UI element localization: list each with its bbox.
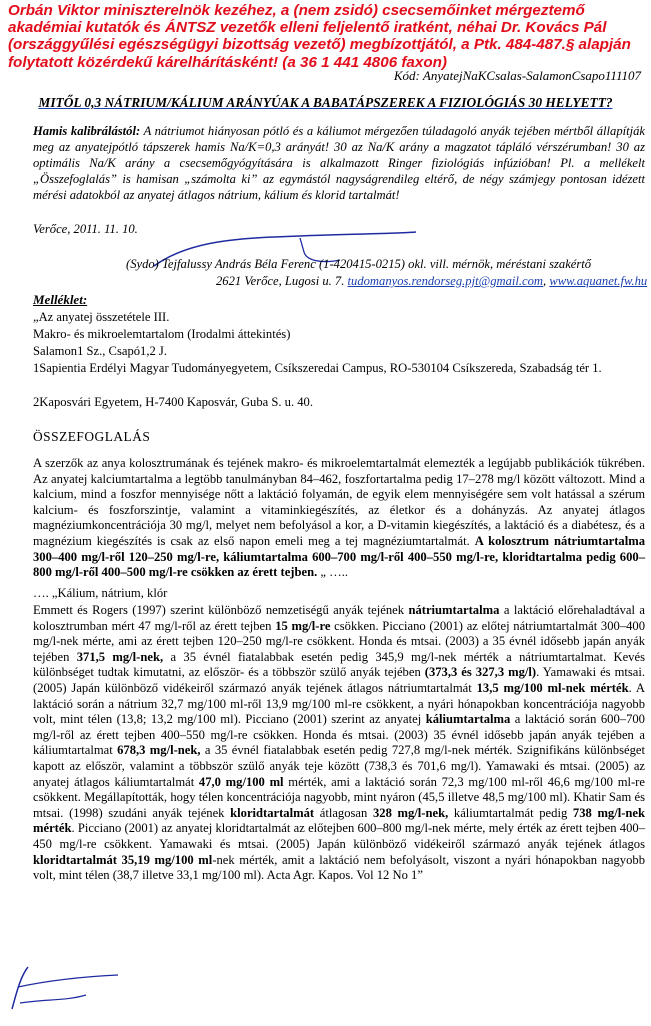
quote-bold: 678,3 mg/l-nek, xyxy=(117,743,201,758)
attachment-title: „Az anyatej összetétele III. xyxy=(33,310,170,324)
quote-bold: 738 mg/l-nek mérték xyxy=(33,805,646,836)
intro-text: A nátriumot hiányosan pótló és a káliumot mérgezően túladagoló anyák tejében mértből állapítják meg az anyatejpótló tápszerek hamis Na/K=0,3 arányát! 30 az Na/K arány a magzatot tápláló vérszérumban! 30 az optimális Na/K arány a csecsemőgyógyítására is alkalmazott Ringer fiziológiás infúzióban! Pl. a mellékelt „Összefoglalás” is hamisan „számolta ki” az egymástól nagyságrendileg eltérő, de négy számjegy pontosan idézett mérési adatokból az anyatej átlagos nátrium, kálium és klorid tartalmát! xyxy=(33,124,646,202)
quote-text: -nek mérték, amit a laktáció nem befolyásolt, viszont a nyári hónapokban nagyobb volt, mint télen (38,7 illetve 33,1 mg/100 ml). Acta Agr. Kapos. Vol 12 No 1” xyxy=(33,852,645,883)
quote-text: a laktáció előrehaladtával a kolosztrumban mért 47 mg/l-ről az érett tejben xyxy=(33,603,646,633)
link-separator: , xyxy=(543,274,547,288)
quote-text: a 35 évnél fiatalabbak esetén pedig 345,9 mg/l-nek mérték a nátriumtartalmat. Kevés különbséget tudtak kimutatni, az először- és a többször szülő anyák tejében xyxy=(33,649,645,680)
quote-bold: 15 mg/l-re xyxy=(275,618,331,633)
attachment-label: Melléklet: xyxy=(33,292,88,307)
document-title: MITŐL 0,3 NÁTRIUM/KÁLIUM ARÁNYÚAK A BABATÁPSZEREK A FIZIOLÓGIÁS 30 HELYETT? xyxy=(38,95,613,110)
signature-address-line xyxy=(216,273,647,289)
place-date: Verőce, 2011. 11. 10. xyxy=(33,222,138,236)
quoted-paragraph xyxy=(33,603,645,884)
attachment-subtitle: Makro- és mikroelemtartalom (Irodalmi áttekintés) xyxy=(33,327,291,341)
signature-scribble-bottom xyxy=(6,965,126,1020)
quote-text: a laktáció során 600–700 mg/l-ről az érett tejben 400–550 mg/l-re csökken. Honda és mtsai. (2003) 35 évnél idősebb japán anyák tejében a káliumtartalmat xyxy=(33,712,645,758)
summary-tail: „ ….. xyxy=(320,565,349,580)
attachment-authors: Salamon1 Sz., Csapó1,2 J. xyxy=(33,344,167,358)
quote-text: . Yamawaki és mtsai. (2005) Japán különböző vidékeiről származó anyák tejének átlagos nátriumtartalmát xyxy=(33,665,646,695)
attachment-affiliation-1: 1Sapientia Erdélyi Magyar Tudományegyetem, Csíkszeredai Campus, RO-530104 Csíkszereda, Szabadság tér 1. xyxy=(33,361,602,375)
quote-text: Emmett és Rogers (1997) szerint különböző nemzetiségű anyák tejének xyxy=(33,603,405,617)
section-title: ÖSSZEFOGLALÁS xyxy=(33,429,151,444)
quote-text: átlagosan xyxy=(319,805,368,820)
header-notice: Orbán Viktor miniszterelnök kezéhez, a (nem zsidó) csecsemőinket mérgezteтő akadémiai kutatók és ÁNTSZ vezetők elleni feljelentő iratként, néhai Dr. Kovács Pál (országgyűlési egészségügyi bizottság vezető) megbízottjától, a Ptk. 484-487.§ alapján folytatott közérdekű kárelhárításként! (a 36 1 441 4806 faxon) xyxy=(8,2,631,71)
quote-text: . Picciano (2001) az anyatej kloridtartalmát az előtejben 600–800 mg/l-nek mérte, mely érték az érett tejben 400–450 mg/l-re csökkent. Yamawaki és mtsai. (2005) Japán különböző vidékeiről származó anyák tejének átlagos xyxy=(33,821,645,851)
quote-bold: 371,5 mg/l-nek, xyxy=(76,649,164,664)
quote-text: mérték, ami a laktáció során 72,3 mg/100 ml-ről 46,6 mg/100 ml-re csökkent. Megállapították, hogy télen koncentrációja nagyobb, mint nyáron (45,5 illetve 48,5 mg/100 ml). Khatir Sam és mtsai. (1998) szudáni anyák tejének xyxy=(33,774,645,820)
quote-bold: 328 mg/l-nek, xyxy=(372,805,449,820)
signature-address: 2621 Verőce, Lugosi u. 7. xyxy=(216,274,345,288)
quote-text: káliumtartalmát pedig xyxy=(453,805,568,820)
summary-text: A szerzők az anya kolosztrumának és tejének makro- és mikroelemtartalmát elemezték a legújabb publikációk tükrében. Az anyatej kalciumtartalma a legtöbb tanulmányban 84–462, foszfortartalma pedig 17–278 mg/l között változott. Mind a kalcium, mind a foszfor mennyisége nőtt a laktáció folyamán, de egyik elem mennyiségére sem volt hatással a szérum kalcium- és foszforszintje, valamint a vitaminkiegészítés, az életkor és a dohányzás. Az anyatej átlagos magnéziumkoncentrációja 30 mg/l, melyet nem befolyásol a kor, a D-vitamin kiegészítés, a laktáció és a diabétesz, és a magnézium kiegészítés is csak az első napon emeli meg a tej magnéziumtartalmát. xyxy=(33,456,645,548)
quote-bold: (373,3 és 327,3 mg/l) xyxy=(424,665,537,680)
quote-text: . A laktáció során a nátrium 32,7 mg/100 ml-ről 13,9 mg/100 ml-re csökkent, a nyári hónapokban koncentrációja nagyobb volt, mint télen (13,8; 13,2 mg/100 ml). Picciano (2001) szerint az anyatej xyxy=(33,680,645,727)
quote-bold: káliumtartalma xyxy=(425,712,511,727)
summary-bold: A kolosztrum nátriumtartalma 300–400 mg/l-ről 120–250 mg/l-re, káliumtartalma 600–700 mg/l-ről 400–550 mg/l-re, kloridtartalma pedig 600–800 mg/l-ről 400–500 mg/l-re csökken az érett tejben. xyxy=(33,533,645,580)
quote-text: a 35 évnél fiatalabbak esetén pedig 727,8 mg/l-nek mérték. Szignifikáns különbséget kapott az először, valamint a többször szülő anyák teje között (738,3 és 701,6 mg/l). Yamawaki és mtsai. (2005) az anyatej átlagos káliumtartalmát xyxy=(33,743,645,789)
quote-bold: kloridtartalmát 35,19 mg/100 ml xyxy=(33,852,213,867)
intro-paragraph xyxy=(33,123,645,203)
second-heading: …. „Kálium, nátrium, klór xyxy=(33,586,168,600)
quote-bold: 47,0 mg/100 ml xyxy=(198,774,284,789)
document-code: Kód: AnyatejNaKCsalas-SalamonCsapo111107 xyxy=(393,68,641,83)
signature-line: (Sydo) Tejfalussy András Béla Ferenc (1-420415-0215) okl. vill. mérnök, méréstani szakértő xyxy=(126,257,592,271)
website-link[interactable]: www.aquanet.fw.hu xyxy=(549,274,648,288)
email-link[interactable]: tudomanyos.rendorseg.pjt@gmail.com xyxy=(347,274,544,288)
quote-bold: 13,5 mg/100 ml-nek mérték xyxy=(476,680,629,695)
quote-bold: nátriumtartalma xyxy=(408,603,500,617)
quote-text: csökken. Picciano (2001) az előtej nátriumtartalmát 300–400 mg/l-nek mérte, ami az érett tejben 120–250 mg/l-re csökkent. Honda és mtsai. (2003) a 35 évnél idősebb japán anyák tejében xyxy=(33,618,646,664)
intro-lead: Hamis kalibrálástól: xyxy=(33,124,141,138)
summary-paragraph xyxy=(33,456,645,581)
attachment-affiliation-2: 2Kaposvári Egyetem, H-7400 Kaposvár, Guba S. u. 40. xyxy=(33,395,314,409)
quote-bold: kloridtartalmát xyxy=(230,805,315,820)
